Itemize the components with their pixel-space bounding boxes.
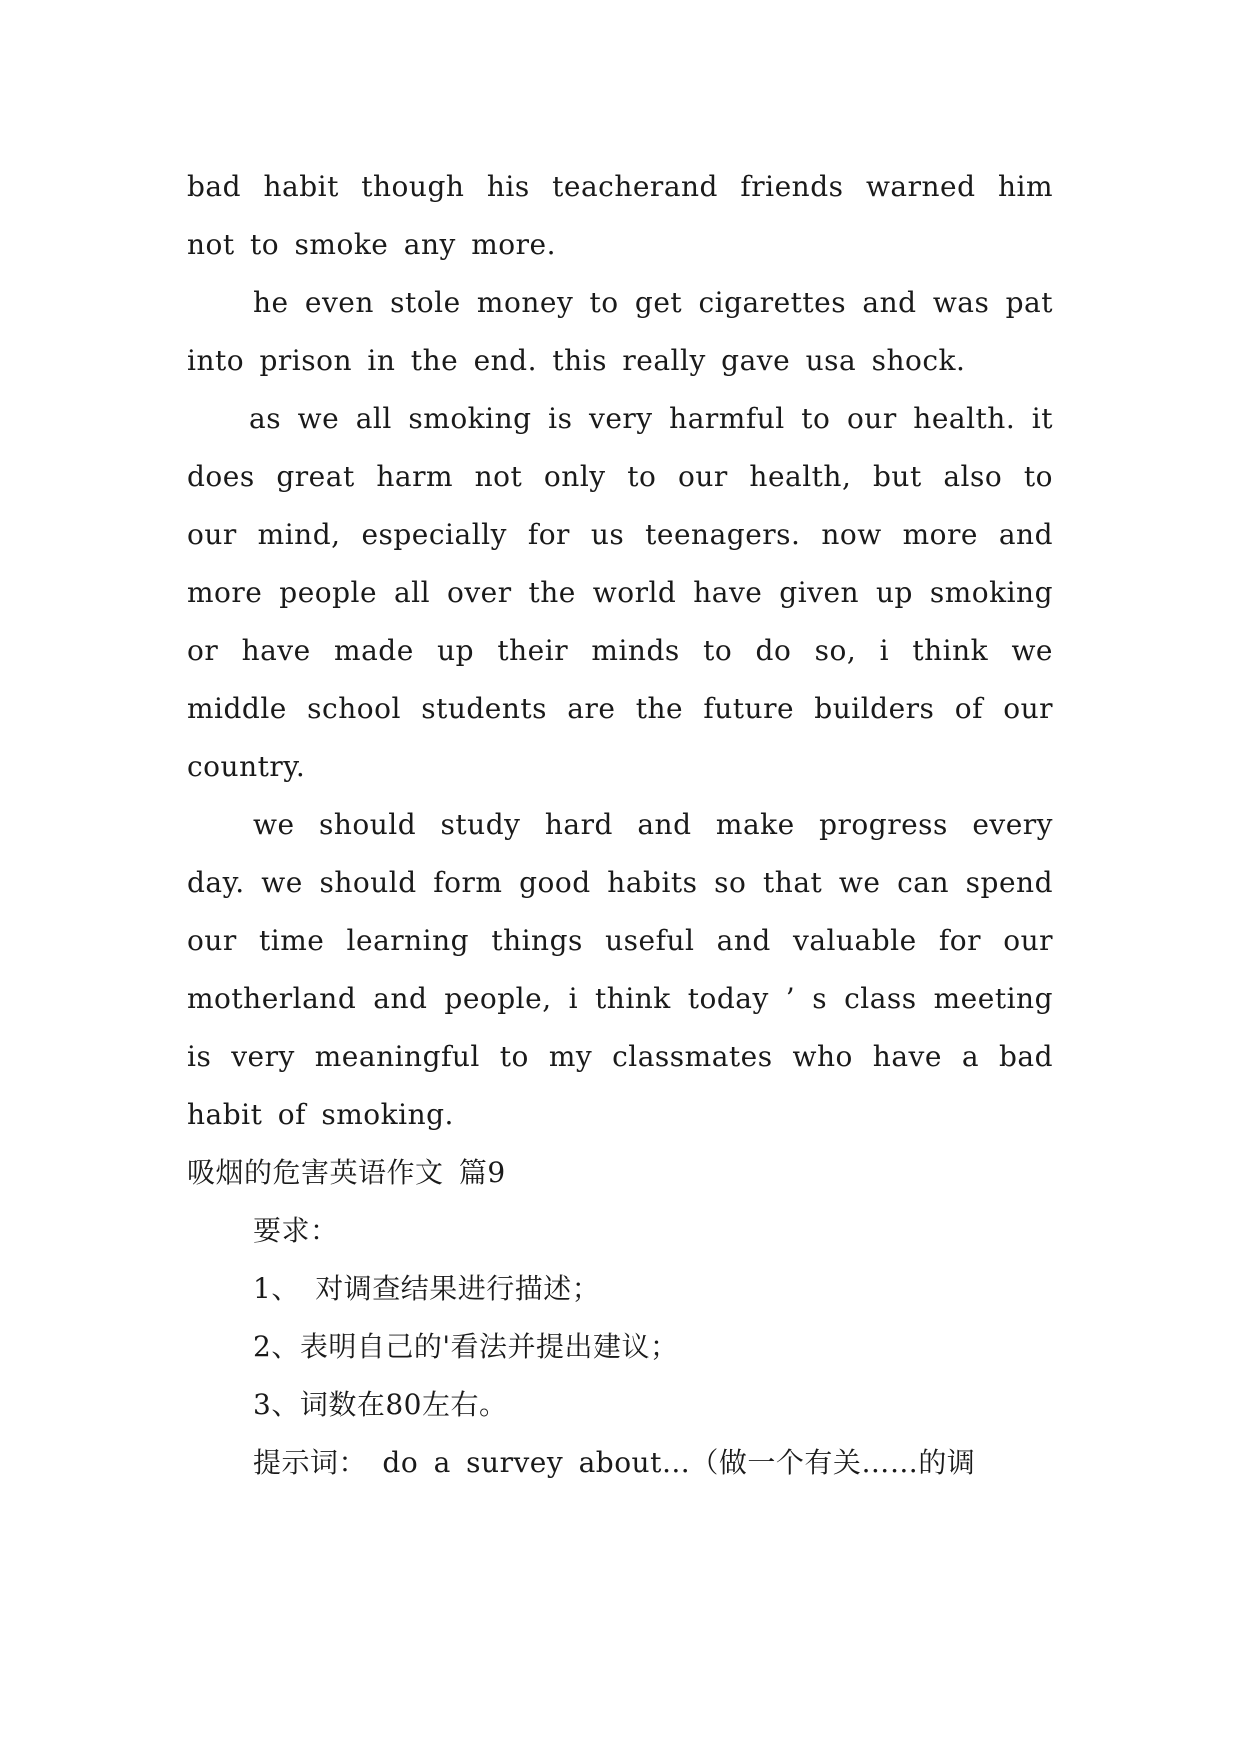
requirements-label: 要求： [253, 1214, 339, 1247]
requirement-item-1: 1、 对调查结果进行描述； [253, 1272, 601, 1305]
paragraph-harmful: as we all smoking is very harmful to our health. it does great harm not only to our health, but also to our mind, especially for us teenagers. now more and more people all over the world have given up smoking or have made up their minds to do so, i think we middle school students are the future builders of our country. [187, 402, 1053, 783]
requirement-item-3: 3、词数在80左右。 [253, 1388, 508, 1421]
paragraph-continuation: bad habit though his teacherand friends warned him not to smoke any more. [187, 170, 1053, 261]
paragraph-progress: we should study hard and make progress every day. we should form good habits so that we can spend our time learning things useful and valuable for our motherland and people, i think today ’ s class meeting is very meaningful to my classmates who have a bad habit of smoking. [187, 808, 1053, 1131]
requirement-item-2: 2、表明自己的'看法并提出建议； [253, 1330, 679, 1363]
paragraph-prison: he even stole money to get cigarettes and was pat into prison in the end. this really gave usa shock. [187, 286, 1053, 377]
section-heading: 吸烟的危害英语作文 篇9 [187, 1156, 506, 1189]
hint-line: 提示词： do a survey about…（做一个有关……的调 [253, 1446, 976, 1479]
document-body [187, 158, 1053, 1492]
